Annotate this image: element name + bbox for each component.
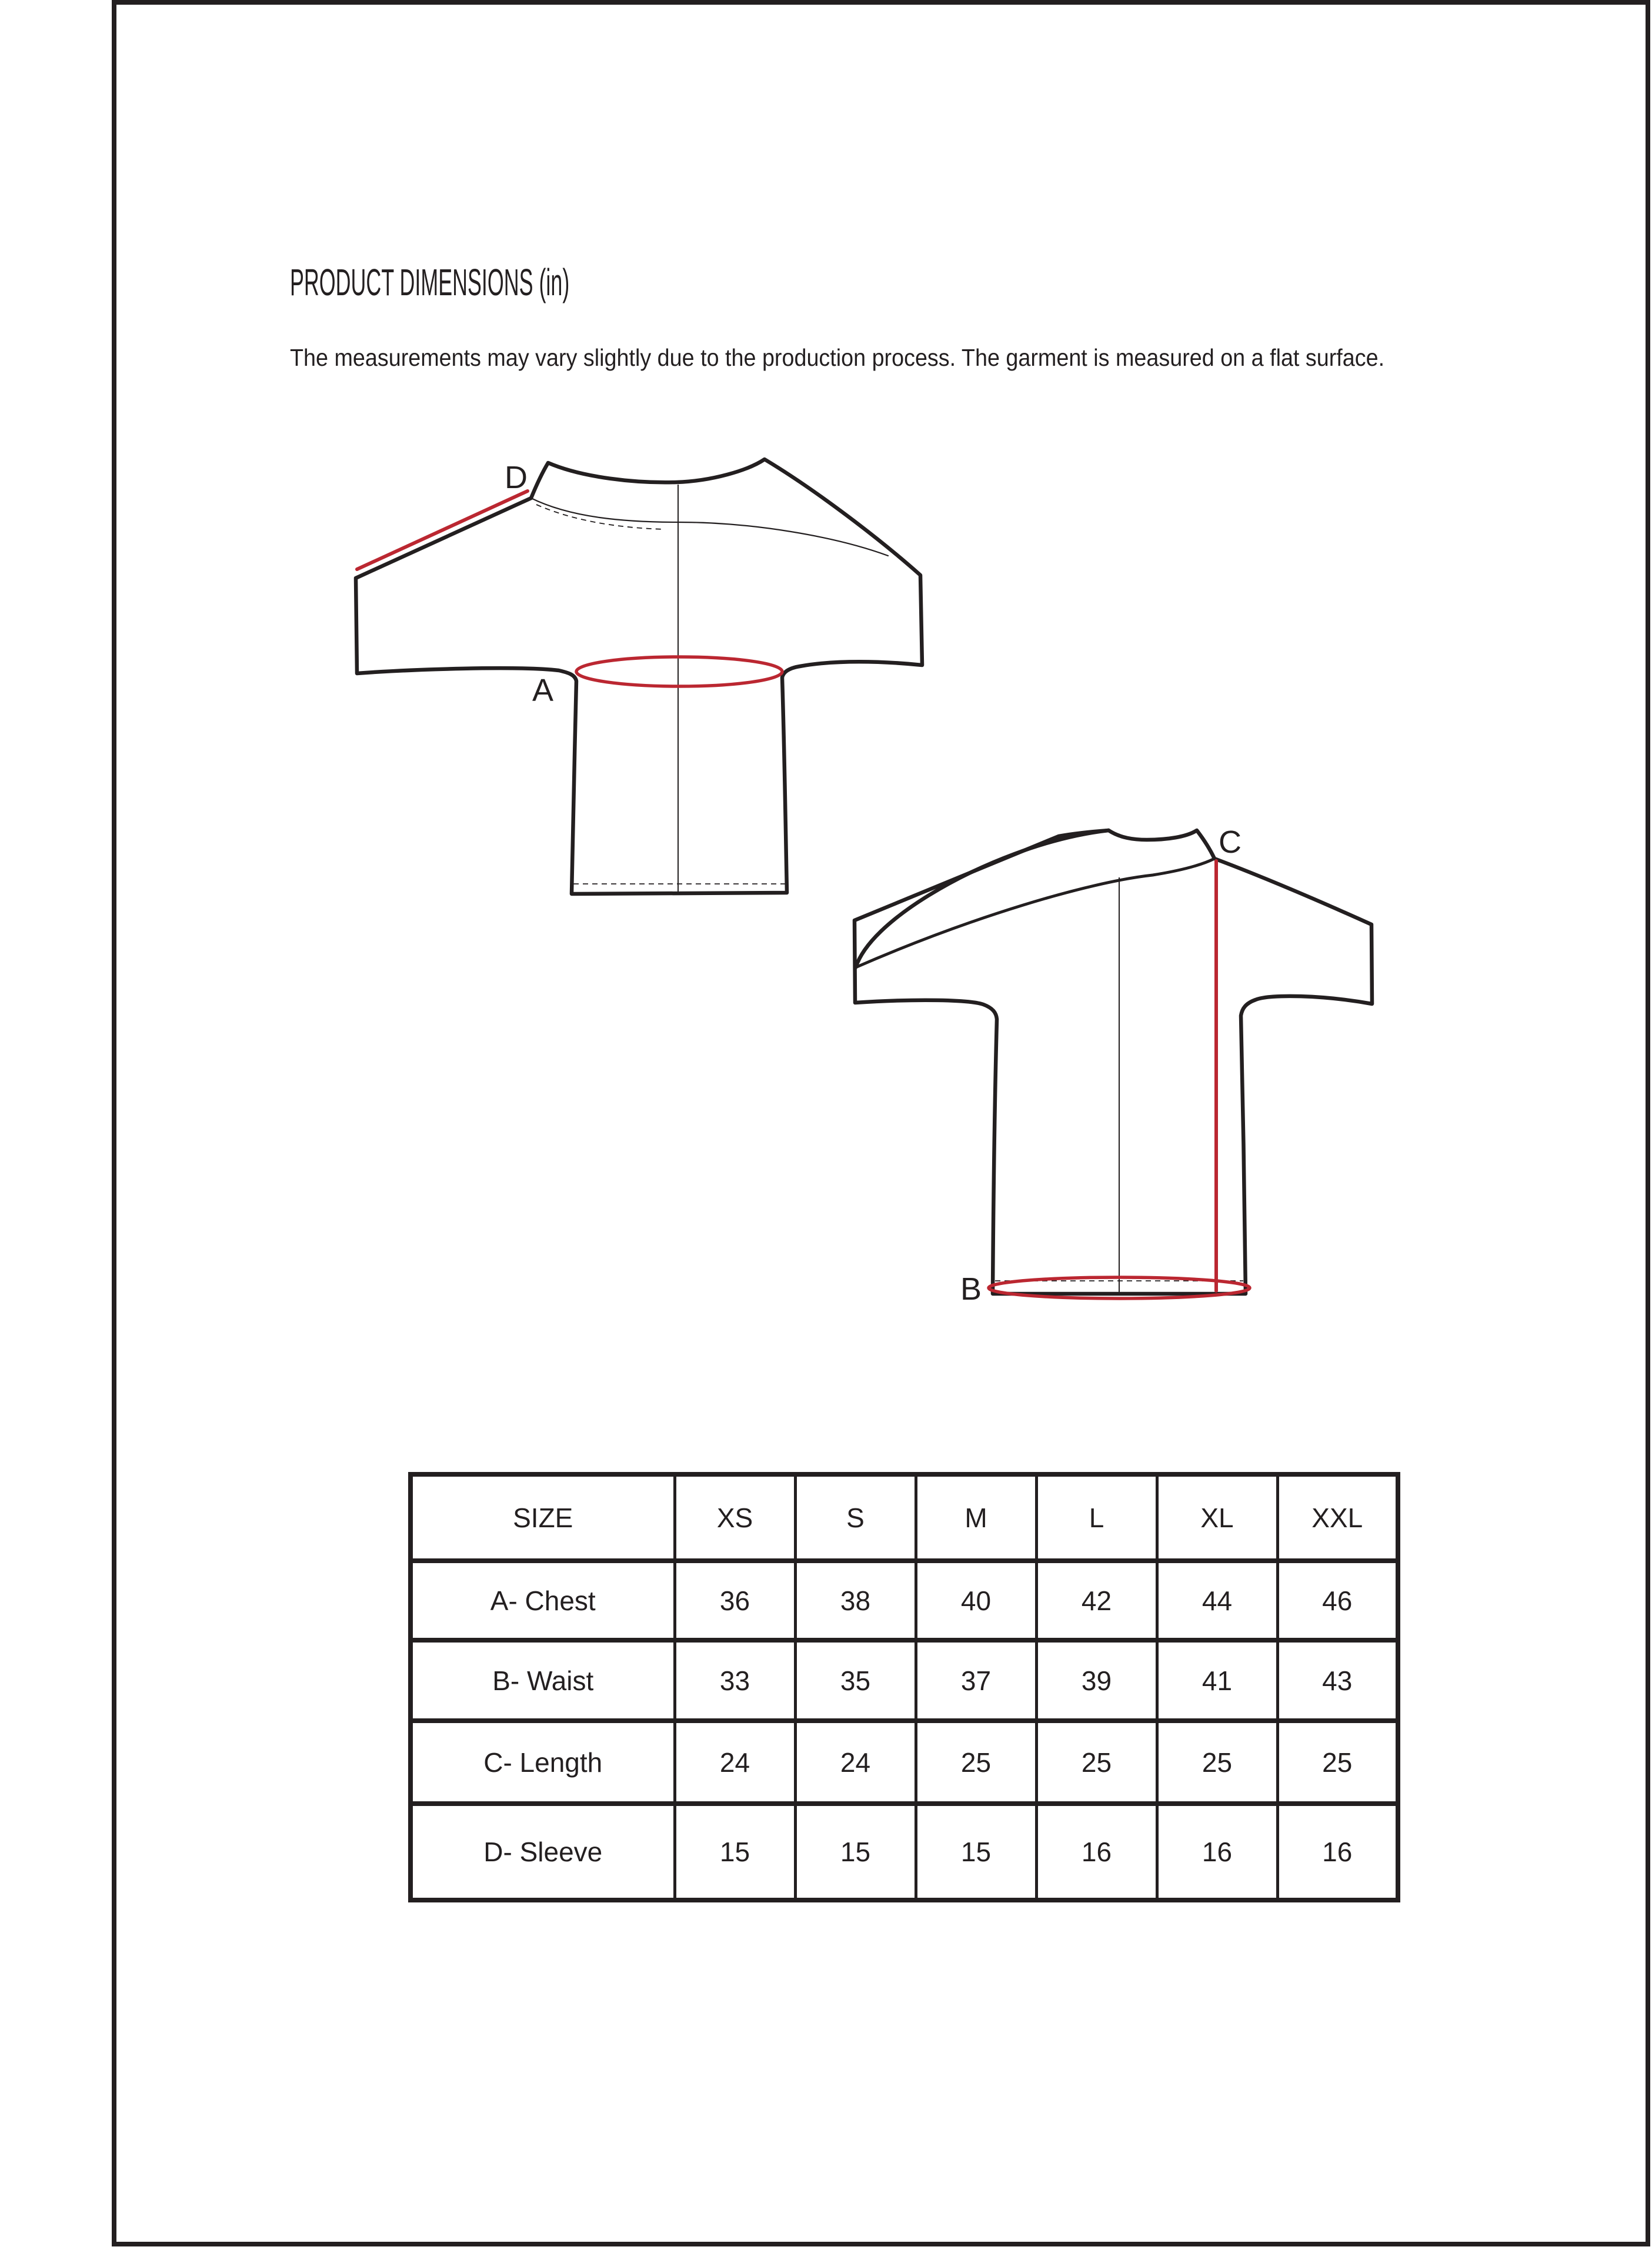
measurement-value-cell: 43 <box>1277 1640 1398 1721</box>
measurement-value-cell: 25 <box>1157 1721 1277 1804</box>
size-header-m: M <box>916 1474 1036 1561</box>
measurement-value-cell: 25 <box>1036 1721 1157 1804</box>
measurement-value-cell: 24 <box>795 1721 916 1804</box>
table-row <box>411 1640 1398 1721</box>
measurement-value-cell: 40 <box>916 1561 1036 1640</box>
measurement-value-cell: 44 <box>1157 1561 1277 1640</box>
measurement-label-length: C <box>1219 824 1241 860</box>
size-column-header: SIZE <box>411 1474 675 1561</box>
measurement-value-cell: 25 <box>1277 1721 1398 1804</box>
measurement-row-label: C- Length <box>411 1721 675 1804</box>
size-header-l: L <box>1036 1474 1157 1561</box>
measurement-row-label: B- Waist <box>411 1640 675 1721</box>
measurement-value-cell: 41 <box>1157 1640 1277 1721</box>
back-sleeve-drape-curve <box>856 830 1109 967</box>
measurement-label-chest: A <box>532 673 554 708</box>
table-row <box>411 1804 1398 1900</box>
size-header-xxl: XXL <box>1277 1474 1398 1561</box>
page-subtitle: The measurements may vary slightly due to the production process. The garment is measured on a flat surface. <box>290 344 1385 371</box>
measurement-value-cell: 38 <box>795 1561 916 1640</box>
measurement-value-cell: 37 <box>916 1640 1036 1721</box>
sleeve-measure-line <box>357 491 528 569</box>
chest-measure-ellipse <box>576 657 782 686</box>
measurement-label-sleeve: D <box>505 460 528 495</box>
measurement-value-cell: 33 <box>675 1640 795 1721</box>
measurement-value-cell: 15 <box>675 1804 795 1900</box>
table-row <box>411 1721 1398 1804</box>
measurement-value-cell: 46 <box>1277 1561 1398 1640</box>
back-garment-outline <box>855 830 1372 1294</box>
page-title: PRODUCT DIMENSIONS (in) <box>290 261 570 303</box>
measurement-value-cell: 24 <box>675 1721 795 1804</box>
measurement-value-cell: 15 <box>916 1804 1036 1900</box>
measurement-value-cell: 15 <box>795 1804 916 1900</box>
back-view-sketch <box>835 817 1388 1306</box>
size-header-xs: XS <box>675 1474 795 1561</box>
measurement-value-cell: 16 <box>1036 1804 1157 1900</box>
size-header-xl: XL <box>1157 1474 1277 1561</box>
measurement-value-cell: 25 <box>916 1721 1036 1804</box>
measurement-label-waist: B <box>960 1271 982 1307</box>
size-table-header-row <box>411 1474 1398 1561</box>
measurement-value-cell: 16 <box>1157 1804 1277 1900</box>
table-row <box>411 1561 1398 1640</box>
measurement-value-cell: 16 <box>1277 1804 1398 1900</box>
measurement-value-cell: 42 <box>1036 1561 1157 1640</box>
size-header-s: S <box>795 1474 916 1561</box>
measurement-row-label: A- Chest <box>411 1561 675 1640</box>
measurement-row-label: D- Sleeve <box>411 1804 675 1900</box>
measurement-value-cell: 39 <box>1036 1640 1157 1721</box>
measurement-value-cell: 36 <box>675 1561 795 1640</box>
measurement-value-cell: 35 <box>795 1640 916 1721</box>
size-table <box>408 1472 1400 1902</box>
